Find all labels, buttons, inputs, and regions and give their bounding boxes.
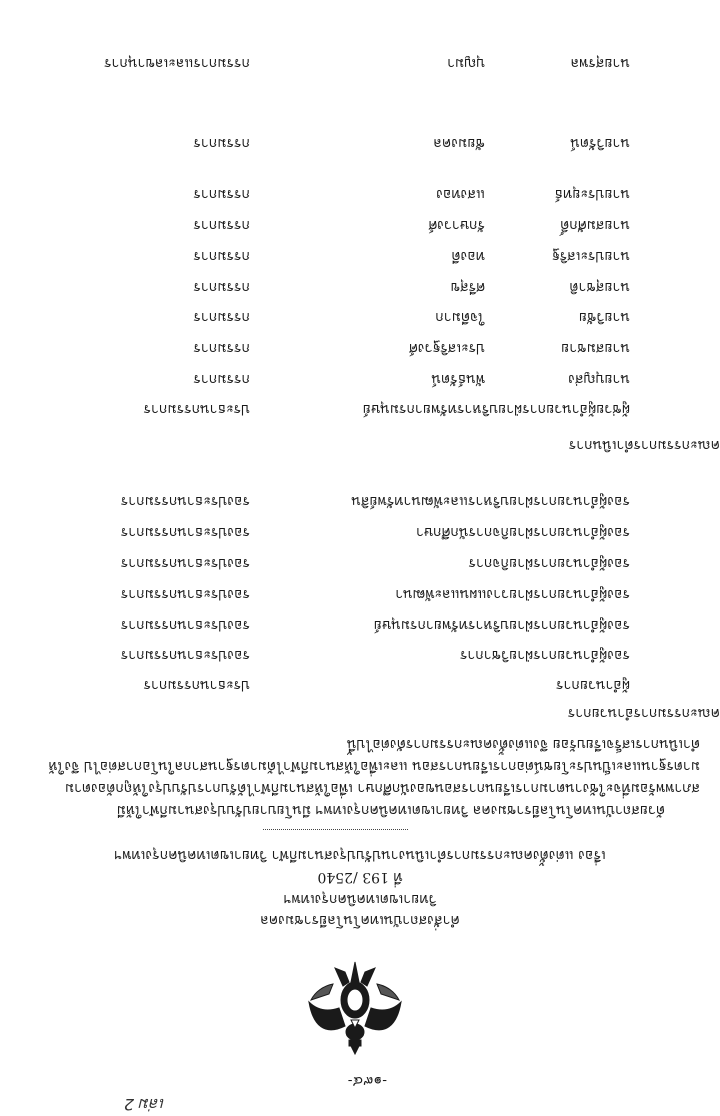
order-title: คำสั่งสถาบันเทคโนโลยีราชมงคล xyxy=(260,912,460,928)
body-line: มาตรฐานและเป็นประโยชน์ต่อการเรียนการสอน และเพื่อให้สนามกีฬาได้มาตรฐานสากลในโอกาสต่อไป จึงให้ xyxy=(48,758,700,774)
divider xyxy=(263,829,408,830)
committee1-position: รองประธานกรรมการ xyxy=(120,617,250,633)
committee2-position: กรรมการ xyxy=(193,371,250,387)
committee1-role: รองผู้อำนวยการฝ่ายกิจการ xyxy=(468,555,630,571)
committee1-role: รองผู้อำนวยการฝ่ายวิชาการ xyxy=(459,647,630,663)
committee2-name: พันธ์รัตน์ xyxy=(431,371,485,387)
committee2-role: นายวิรัตน์ xyxy=(570,135,630,151)
committee1-role: ผู้อำนวยการ xyxy=(556,677,630,693)
committee2-name: ศรีสุข xyxy=(450,279,485,295)
committee2-role: นายประเสริฐ xyxy=(551,248,630,264)
committee2-position: กรรมการ xyxy=(193,340,250,356)
committee1-position: รองประธานกรรมการ xyxy=(120,524,250,540)
committee2-name: รักษาวงศ์ xyxy=(428,217,485,233)
committee2-heading: คณะกรรมการดำเนินการ xyxy=(568,437,720,453)
body-line: สภาพพร้อมที่จะใช้งานตามการเรียนการสอนของนักศึกษา เพื่อให้สนามกีฬาได้รับการปรับปรุงให้ถูกต้องตาม xyxy=(64,780,700,796)
committee2-name: ประเสริฐวงศ์ xyxy=(408,340,485,356)
committee1-position: รองประธานกรรมการ xyxy=(120,647,250,663)
committee2-position: กรรมการ xyxy=(193,248,250,264)
committee2-role: นายประยุทธ์ xyxy=(554,186,630,202)
committee2-role: นายสุชาติ xyxy=(569,279,630,295)
committee2-position: กรรมการ xyxy=(193,217,250,233)
committee2-role: นายสุรพล xyxy=(570,55,630,71)
committee2-role: นายสมชาย xyxy=(561,340,630,356)
committee1-position: รองประธานกรรมการ xyxy=(120,586,250,602)
committee2-name: ทองดี xyxy=(451,248,485,264)
committee2-position: กรรมการและเลขานุการ xyxy=(104,55,250,71)
committee2-position: กรรมการ xyxy=(193,135,250,151)
committee2-name: ชัยมงคล xyxy=(433,135,485,151)
committee1-position: รองประธานกรรมการ xyxy=(120,555,250,571)
garuda-emblem-icon xyxy=(305,960,405,1056)
page-number: -๑๙๔- xyxy=(347,1073,387,1089)
committee1-role: รองผู้อำนวยการฝ่ายวางแผนและพัฒนา xyxy=(395,586,630,602)
committee2-role: นายวิชัย xyxy=(578,309,630,325)
committee2-position: กรรมการ xyxy=(193,186,250,202)
order-number: ที่ 193 /2540 xyxy=(317,869,403,885)
organization-name: วิทยาเขตเทคนิคกรุงเทพฯ xyxy=(283,891,437,907)
committee2-position: กรรมการ xyxy=(193,309,250,325)
handwritten-note: เล่ม 2 xyxy=(123,1095,165,1114)
committee2-role: นายสมศักดิ์ xyxy=(560,217,630,233)
committee2-name: บุญมา xyxy=(447,55,485,71)
committee2-role: ผู้ช่วยผู้อำนวยการฝ่ายบริหารทรัพยากรมนุษย์ xyxy=(362,401,630,417)
committee1-role: รองผู้อำนวยการฝ่ายบริหารทรัพยากรมนุษย์ xyxy=(373,617,630,633)
body-line: ดำเนินการเสร็จเรียบร้อย จึงแต่งตั้งคณะกรรมการดังต่อไปนี้ xyxy=(346,736,700,752)
committee2-position: ประธานกรรมการ xyxy=(143,401,250,417)
committee2-name: แสงทอง xyxy=(436,186,485,202)
committee1-position: ประธานกรรมการ xyxy=(143,677,250,693)
committee1-heading: คณะกรรมการอำนวยการ xyxy=(567,705,720,721)
committee1-role: รองผู้อำนวยการฝ่ายบริหารและพัฒนาทรัพย์สิน xyxy=(351,493,630,509)
committee2-position: กรรมการ xyxy=(193,279,250,295)
committee1-position: รองประธานกรรมการ xyxy=(120,493,250,509)
committee2-role: นายบุญส่ง xyxy=(568,371,630,387)
committee1-role: รองผู้อำนวยการฝ่ายกิจการนักศึกษา xyxy=(415,524,630,540)
committee2-name: ใจดีมาก xyxy=(435,309,485,325)
order-subject: เรื่อง แต่งตั้งคณะกรรมการดำเนินงานปรับปรุงสนามกีฬา วิทยาเขตเทคนิคกรุงเทพฯ xyxy=(114,847,606,863)
body-line: ด้วยสถาบันเทคโนโลยีราชมงคล วิทยาเขตเทคนิคกรุงเทพฯ มีนโยบายปรับปรุงสนามกีฬาให้มี xyxy=(116,802,665,818)
